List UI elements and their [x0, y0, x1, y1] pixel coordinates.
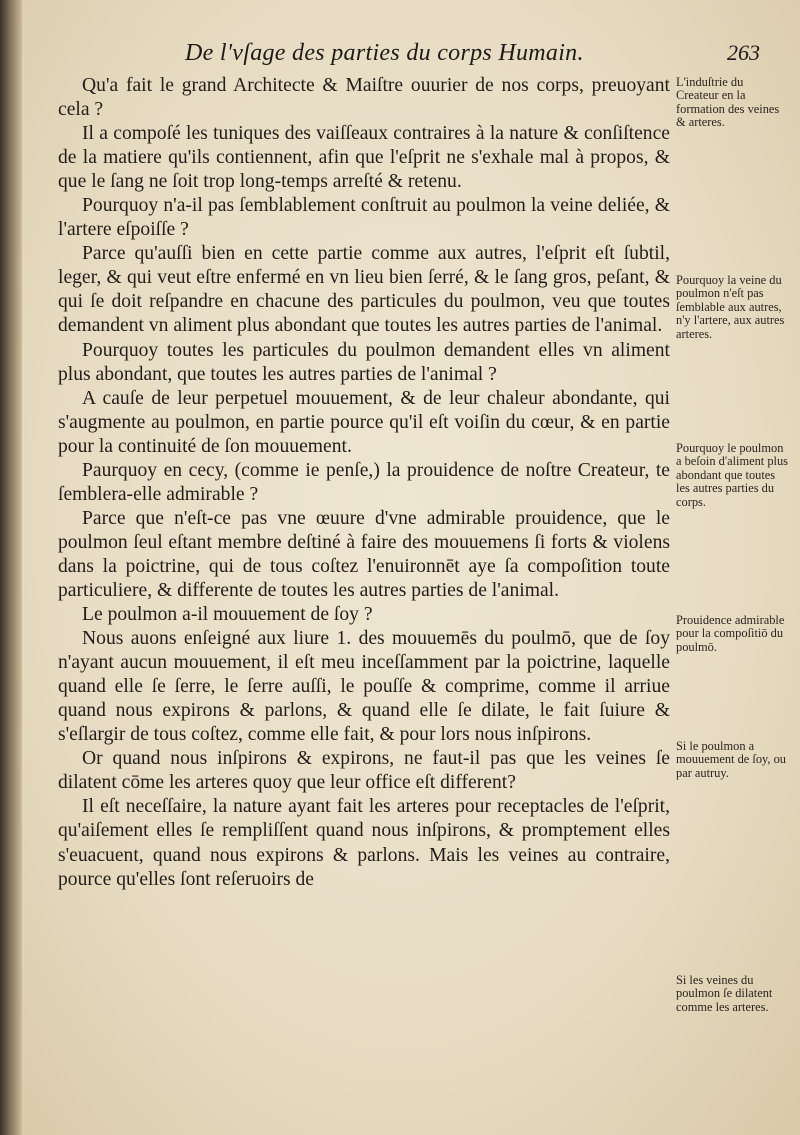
paragraph: Paurquoy en cecy, (comme ie penſe,) la prouidence de noſtre Createur, te ſemblera-elle admirable ? — [58, 459, 670, 505]
margin-note: Si le poulmon a mouuement de ſoy, ou par autruy. — [676, 739, 787, 780]
margin-note: Pourquoy le poulmon a beſoin d'aliment plus abondant que toutes les autres parties du corps. — [676, 441, 789, 509]
paragraph: Parce qu'auſſi bien en cette partie comme aux autres, l'eſprit eſt ſubtil, leger, & qui veut eſtre enfermé en vn lieu bien ſerré, & le ſang gros, peſant, & qui ſe doit reſpandre en chacune des particules du poulmon, veu que toutes demandent vn aliment plus abondant que toutes les autres parties de l'animal. — [58, 243, 670, 337]
margin-note: L'induſtrie du Createur en la formation des veines & arteres. — [676, 75, 780, 130]
main-text-column — [58, 74, 670, 892]
margin-note: Pourquoy la veine du poulmon n'eſt pas ſemblable aux autres, n'y l'artere, aux autres arteres. — [676, 273, 785, 341]
paragraph: Pourquoy toutes les particules du poulmon demandent elles vn aliment plus abondant, que toutes les autres parties de l'animal ? — [58, 339, 670, 385]
paragraph: Parce que n'eſt-ce pas vne œuure d'vne admirable prouidence, que le poulmon ſeul eſtant membre deſtiné à faire des mouuemens ſi forts & violens dans la poictrine, qui de tous coſtez l'enuironnēt aye ſa compoſition toute particuliere, & differente de toutes les autres parties de l'animal. — [58, 507, 670, 601]
margin-notes-column — [676, 74, 788, 1094]
paragraph: Il eſt neceſſaire, la nature ayant fait les arteres pour receptacles de l'eſprit, qu'aiſement elles ſe rempliſſent quand nous inſpirons, & promptement elles s'euacuent, quand nous expirons & parlons. Mais les veines au contraire, pource qu'elles ſont reſeruoirs de — [58, 796, 670, 890]
page-number: 263 — [727, 40, 760, 65]
running-title: De l'vſage des parties du corps Humain. — [185, 40, 584, 66]
paragraph: Pourquoy n'a-il pas ſemblablement conſtruit au poulmon la veine deliée, & l'artere eſpoiſſe ? — [58, 195, 670, 241]
paragraph: A cauſe de leur perpetuel mouuement, & de leur chaleur abondante, qui s'augmente au poulmon, en partie pource qu'il eſt voiſin du cœur, & en partie pour la continuité de ſon mouuement. — [58, 387, 670, 457]
margin-note: Prouidence admirable pour la compoſitiō du poulmō. — [676, 613, 785, 654]
paragraph: Il a compoſé les tuniques des vaiſſeaux contraires à la nature & conſiſtence de la matiere qu'ils contiennent, afin que l'eſprit ne s'exhale mal à propos, & que le ſang ne ſoit trop long-temps arreſté & retenu. — [58, 123, 670, 193]
paragraph: Or quand nous inſpirons & expirons, ne faut-il pas que les veines ſe dilatent cōme les arteres quoy que leur office eſt different? — [58, 748, 670, 794]
paragraph: Qu'a fait le grand Architecte & Maiſtre ouurier de nos corps, preuoyant cela ? — [58, 75, 670, 121]
paragraph: Le poulmon a-il mouuement de ſoy ? — [82, 604, 373, 626]
binding-gutter — [0, 0, 22, 1135]
page-header — [160, 40, 760, 74]
margin-note: Si les veines du poulmon ſe dilatent comme les arteres. — [676, 973, 773, 1014]
paragraph: Nous auons enſeigné aux liure 1. des mouuemēs du poulmō, que de ſoy n'ayant aucun mouuement, il eſt meu inceſſamment par la poictrine, laquelle quand elle ſe ſerre, le ſerre auſſi, le pouſſe & comprime, comme il arriue quand nous expirons & parlons, & quand elle ſe dilate, le fait ſuiure & s'eſlargir de tous coſtez, comme elle fait, & pour lors nous inſpirons. — [58, 628, 670, 746]
